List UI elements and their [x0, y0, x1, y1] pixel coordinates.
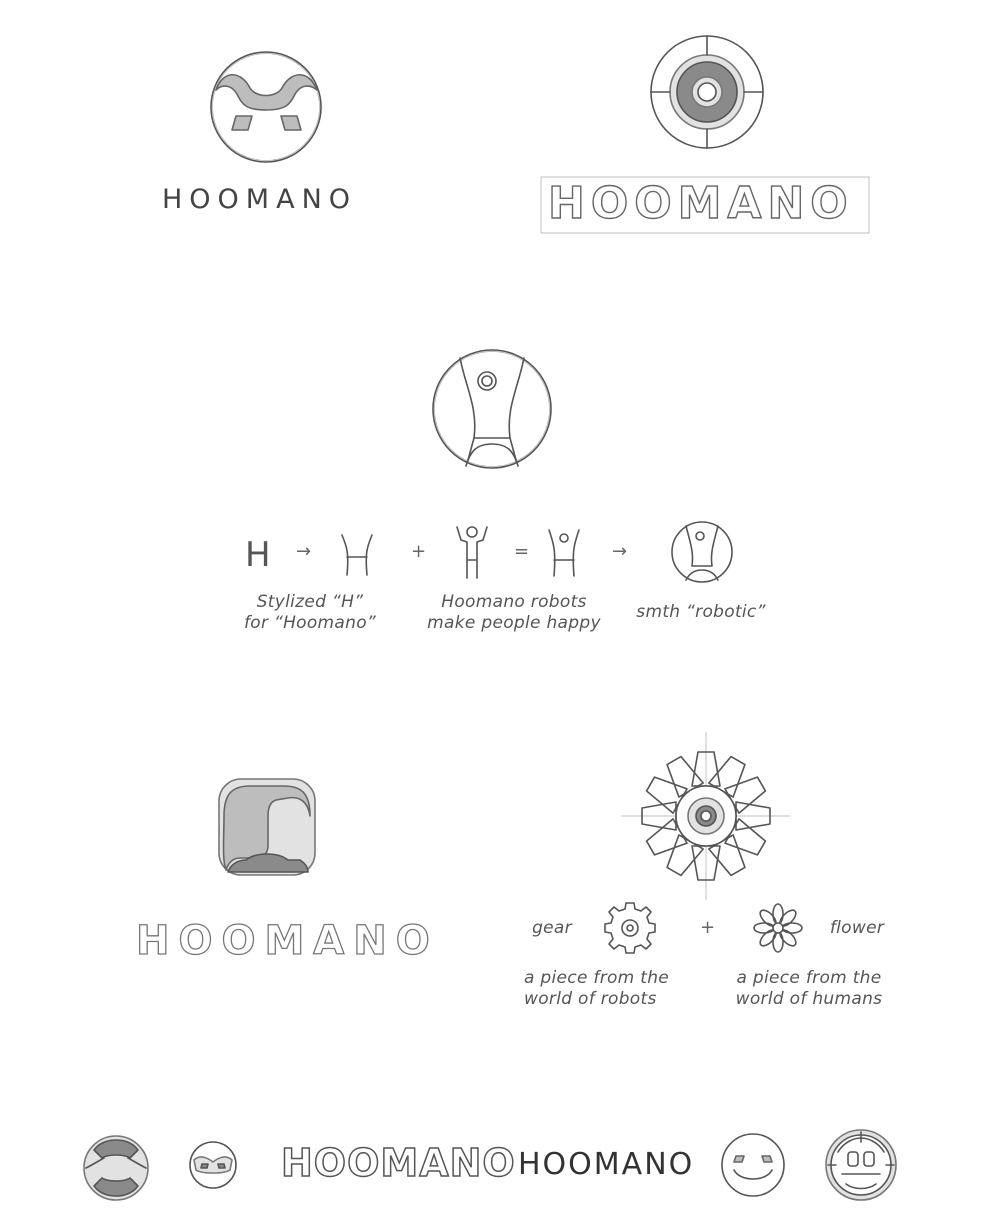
- concept-a-wordmark: HOOMANO: [162, 184, 358, 215]
- smiley-face-circle-icon: [720, 1132, 786, 1198]
- caption-robotic: smth “robotic”: [636, 602, 766, 622]
- gear-icon: [602, 900, 658, 956]
- shaded-h-circle-icon: [82, 1134, 150, 1202]
- robot-helmet-face-icon: [186, 1140, 240, 1190]
- person-arms-up-icon: [455, 524, 489, 580]
- caption-flower-line-2: world of humans: [735, 989, 883, 1009]
- concept-c-wordmark: HOOMANO: [136, 918, 439, 964]
- wordmark-guide-box: [540, 176, 870, 234]
- rounded-square-h-icon: [216, 776, 318, 878]
- caption-gear-line-2: world of robots: [524, 989, 657, 1009]
- equals-sign: =: [514, 541, 530, 562]
- gear-label: gear: [532, 918, 572, 938]
- robotic-h-circle-icon: [668, 520, 736, 584]
- flower-label: flower: [829, 918, 885, 938]
- robot-face-circle-icon: [204, 50, 329, 165]
- concept-b-wordmark: HOOMANO: [548, 178, 854, 229]
- caption-stylized-h-line-2: for “Hoomano”: [243, 613, 377, 633]
- outline-wordmark: HOOMANO: [281, 1141, 516, 1185]
- caption-flower: [726, 968, 892, 1010]
- stylized-h-glyph-icon: [337, 533, 377, 577]
- robot-head-circle-icon: [824, 1128, 898, 1202]
- segmented-target-circle-icon: [648, 32, 766, 152]
- caption-gear: [524, 968, 686, 1010]
- caption-stylized-h: [226, 592, 394, 634]
- caption-happy-robots-line-1: Hoomano robots: [441, 592, 587, 612]
- plus-sign-1: +: [411, 541, 427, 562]
- plus-sign-2: +: [700, 917, 716, 938]
- caption-stylized-h-line-1: Stylized “H”: [256, 592, 364, 612]
- plain-wordmark: HOOMANO: [518, 1147, 695, 1182]
- caption-gear-line-1: a piece from the: [524, 968, 670, 988]
- caption-flower-line-1: a piece from the: [736, 968, 882, 988]
- stylized-h-person-circle-icon: [426, 348, 558, 470]
- arrow-2: →: [612, 541, 628, 562]
- gear-flower-icon: [622, 732, 790, 900]
- caption-happy-robots-line-2: make people happy: [427, 613, 601, 633]
- h-person-glyph-icon: [544, 528, 584, 578]
- caption-happy-robots: [420, 592, 608, 634]
- step-h-letter: H: [245, 535, 271, 575]
- flower-icon: [752, 902, 804, 954]
- arrow-1: →: [296, 541, 312, 562]
